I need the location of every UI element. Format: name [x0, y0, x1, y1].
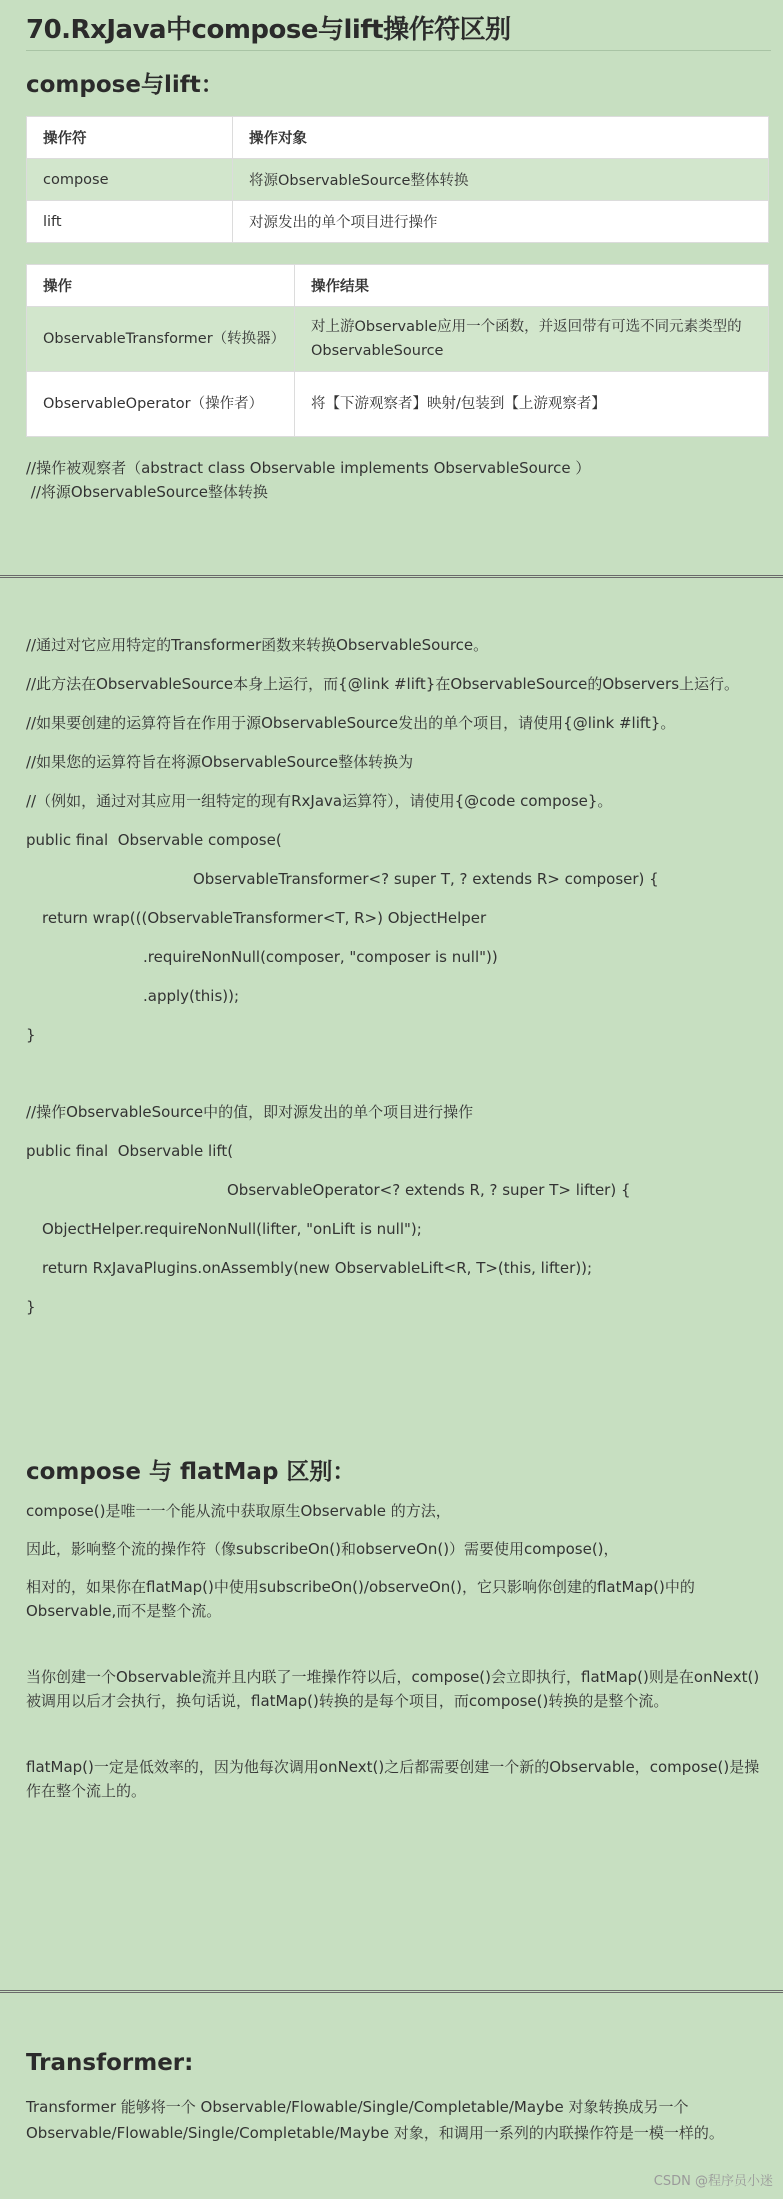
code-line: ObjectHelper.requireNonNull(lifter, "onLift is null");: [42, 1220, 422, 1238]
compose-flatmap-section: [26, 1453, 766, 1803]
table-row: [27, 159, 769, 201]
table-header: 操作: [27, 265, 295, 307]
code-line: ObservableOperator<? extends R, ? super T> lifter) {: [227, 1181, 631, 1199]
code-line: }: [26, 1298, 36, 1316]
table-cell: ObservableOperator（操作者）: [27, 372, 295, 437]
paragraph: 相对的，如果你在flatMap()中使用subscribeOn()/observeOn()，它只影响你创建的flatMap()中的Observable,而不是整个流。: [26, 1578, 695, 1620]
watermark: CSDN @程序员小迷: [653, 2174, 773, 2189]
code-line: .apply(this));: [143, 987, 240, 1005]
table-cell: 对源发出的单个项目进行操作: [233, 201, 769, 243]
paragraph: 因此，影响整个流的操作符（像subscribeOn()和observeOn()）需要使用compose()，: [26, 1540, 619, 1558]
table-row: [27, 201, 769, 243]
paragraph: flatMap()一定是低效率的，因为他每次调用onNext()之后都需要创建一个新的Observable，compose()是操作在整个流上的。: [26, 1758, 760, 1800]
transformer-section: [26, 2044, 766, 2146]
operator-table: [26, 116, 769, 243]
section-heading-transformer: Transformer:: [26, 2050, 194, 2076]
page-title: 70.RxJava中compose与lift操作符区别: [26, 0, 771, 51]
section-heading-compose-lift: compose与lift：: [26, 72, 224, 98]
code-line: public final Observable compose(: [26, 831, 282, 849]
table-header: 操作对象: [233, 117, 769, 159]
table-header: 操作结果: [295, 265, 769, 307]
divider: [0, 575, 783, 578]
table-cell: lift: [27, 201, 233, 243]
code-line: .requireNonNull(composer, "composer is null")): [143, 948, 498, 966]
code-line: }: [26, 1026, 36, 1044]
code-line: public final Observable lift(: [26, 1142, 234, 1160]
paragraph: 当你创建一个Observable流并且内联了一堆操作符以后，compose()会立即执行，flatMap()则是在onNext()被调用以后才会执行，换句话说，flatMap()转换的是每个项目，而compose()转换的是整个流。: [26, 1668, 760, 1710]
table-cell: compose: [27, 159, 233, 201]
code-line: return wrap(((ObservableTransformer<T, R>) ObjectHelper: [42, 909, 487, 927]
code-line: //此方法在ObservableSource本身上运行，而{@link #lift}在ObservableSource的Observers上运行。: [26, 675, 740, 693]
table-cell: ObservableTransformer（转换器）: [27, 307, 295, 372]
table-row: [27, 372, 769, 437]
table-row: [27, 307, 769, 372]
table-cell: 将源ObservableSource整体转换: [233, 159, 769, 201]
table-cell: 将【下游观察者】映射/包装到【上游观察者】: [295, 372, 769, 437]
code-line: //如果您的运算符旨在将源ObservableSource整体转换为: [26, 753, 414, 771]
table-cell: 对上游Observable应用一个函数，并返回带有可选不同元素类型的ObservableSource: [295, 307, 769, 372]
divider: [0, 1990, 783, 1993]
paragraph: Transformer 能够将一个 Observable/Flowable/Single/Completable/Maybe 对象转换成另一个 Observable/Flowable/Single/Completable/Maybe 对象，和调用一系列的内联操作符是一模一样的。: [26, 2098, 724, 2142]
code-line: //通过对它应用特定的Transformer函数来转换ObservableSource。: [26, 636, 489, 654]
table-header: 操作符: [27, 117, 233, 159]
code-line: ObservableTransformer<? super T, ? extends R> composer) {: [193, 870, 659, 888]
operation-table: [26, 264, 769, 437]
code-line: //操作ObservableSource中的值，即对源发出的单个项目进行操作: [26, 1103, 474, 1121]
note-line: //将源ObservableSource整体转换: [26, 483, 268, 501]
code-line: return RxJavaPlugins.onAssembly(new ObservableLift<R, T>(this, lifter));: [42, 1259, 593, 1277]
section-heading-compose-flatmap: compose 与 flatMap 区别：: [26, 1459, 356, 1485]
code-line: //（例如，通过对其应用一组特定的现有RxJava运算符），请使用{@code compose}。: [26, 792, 613, 810]
note-line: //操作被观察者（abstract class Observable implements ObservableSource ）: [26, 459, 591, 477]
code-line: //如果要创建的运算符旨在作用于源ObservableSource发出的单个项目，请使用{@link #lift}。: [26, 714, 676, 732]
paragraph: compose()是唯一一个能从流中获取原生Observable 的方法，: [26, 1502, 451, 1520]
